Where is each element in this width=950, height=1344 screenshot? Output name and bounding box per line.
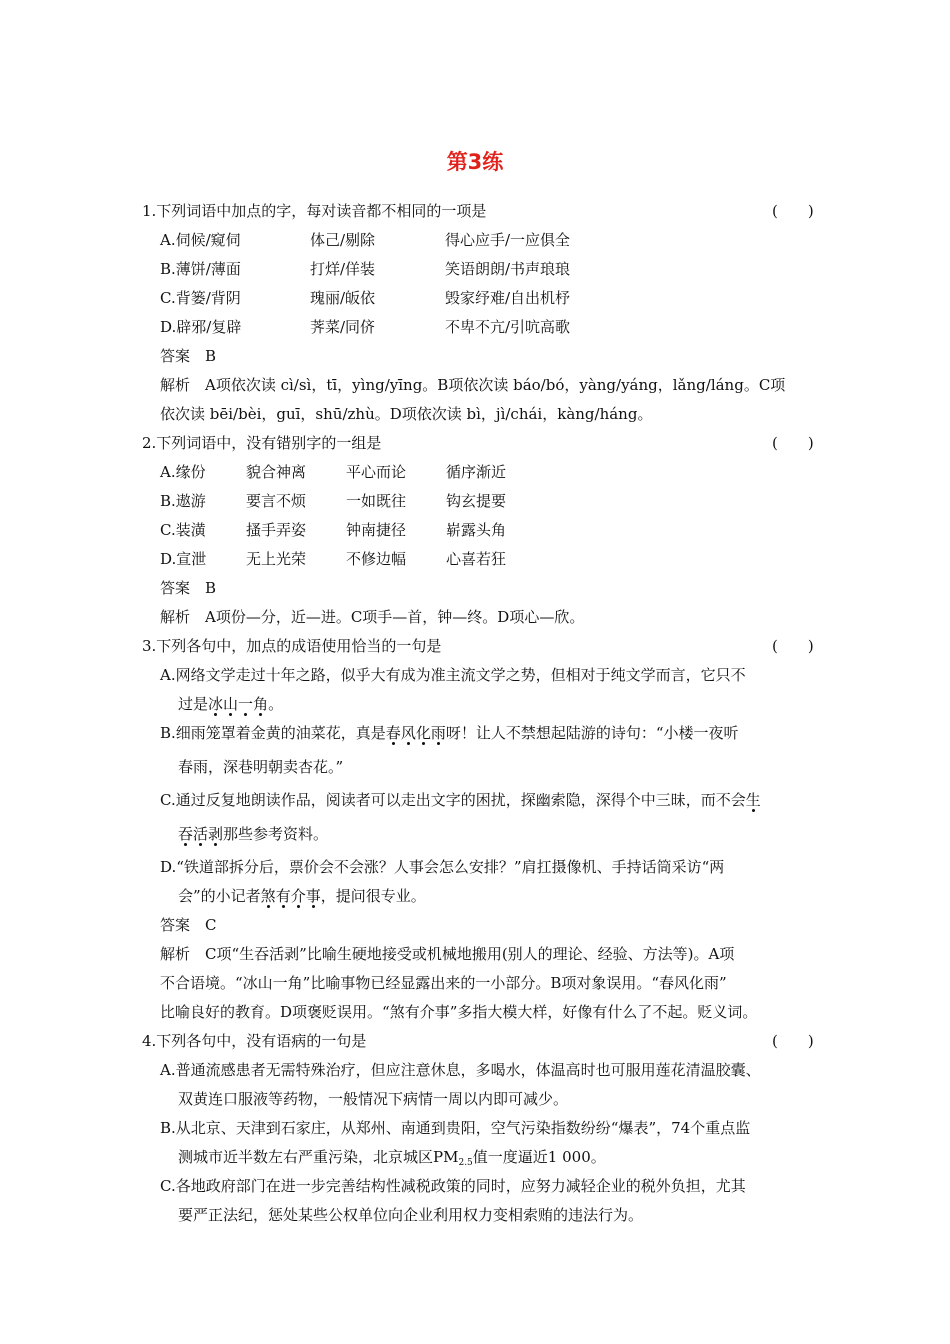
emphasis-dot-char: 春 [385, 724, 401, 742]
emphasis-dot-char: 角 [253, 695, 269, 713]
question-2-option-a: A.缘份 貌合神离 平心而论 循序渐近 [160, 463, 507, 481]
question-3-option-b: B.细雨笼罩着金黄的油菜花，真是春风化雨呀！让人不禁想起陆游的诗句：“小楼一夜听 [160, 724, 739, 742]
question-3-option-a: A.网络文学走过十年之路，似乎大有成为准主流文学之势，但相对于纯文学而言，它只不 [160, 666, 746, 684]
question-1-answer: 答案 B [160, 347, 217, 365]
question-3-analysis-cont: 不合语境。“冰山一角”比喻事物已经显露出来的一小部分。B项对象误用。“春风化雨” [160, 974, 727, 992]
question-4-option-a-cont: 双黄连口服液等药物，一般情况下病情一周以内即可减少。 [178, 1090, 569, 1108]
question-3-option-d: D.“铁道部拆分后，票价会不会涨？人事会怎么安排？”肩扛摄像机、手持话筒采访“两 [160, 858, 725, 876]
question-1-option-c: C.背篓/背阴 瑰丽/皈依 毁家纾难/自出机杼 [160, 289, 571, 307]
emphasis-dot-char: 有 [275, 887, 291, 905]
question-3-option-a-cont: 过是冰山一角。 [178, 695, 284, 713]
question-3-option-b-cont: 春雨，深巷明朝卖杏花。” [178, 758, 344, 776]
question-2-option-c: C.装潢 搔手弄姿 钟南捷径 崭露头角 [160, 521, 507, 539]
question-1-analysis: 解析 A项依次读 cì/sì，tī，yìng/yīng。B项依次读 báo/bó，yàng/yáng，lǎng/láng。C项 [160, 376, 786, 394]
emphasis-dot-char: 生 [745, 791, 761, 809]
dotted-idiom [178, 825, 223, 843]
question-4-option-b-cont: 测城市近半数左右严重污染，北京城区$PM_{2.5}$值一度逼近1 000。 [178, 1148, 606, 1168]
question-3-stem: 3.下列各句中，加点的成语使用恰当的一句是 ( ) [142, 632, 822, 661]
question-1-stem: 1.下列词语中加点的字，每对读音都不相同的一项是 ( ) [142, 197, 822, 226]
emphasis-dot-char: 冰 [208, 695, 224, 713]
question-4-option-b: B.从北京、天津到石家庄，从郑州、南通到贵阳，空气污染指数纷纷“爆表”，74个重点监 [160, 1119, 751, 1137]
question-3-option-c: C.通过反复地朗读作品，阅读者可以走出文字的困扰，探幽索隐，深得个中三昧，而不会生 [160, 791, 761, 809]
question-3-analysis-cont: 比喻良好的教育。D项褒贬误用。“煞有介事”多指大模大样，好像有什么了不起。贬义词。 [160, 1003, 758, 1021]
emphasis-dot-char: 介 [290, 887, 306, 905]
question-4-option-c-cont: 要严正法纪，惩处某些公权单位向企业利用权力变相索贿的违法行为。 [178, 1206, 644, 1224]
question-3-answer: 答案 C [160, 916, 217, 934]
question-4-stem: 4.下列各句中，没有语病的一句是 ( ) [142, 1027, 822, 1056]
emphasis-dot-char: 事 [305, 887, 321, 905]
question-2-option-b: B.遨游 要言不烦 一如既往 钩玄提要 [160, 492, 507, 510]
dotted-idiom [746, 791, 761, 809]
emphasis-dot-char: 吞 [178, 825, 194, 843]
question-2-stem: 2.下列词语中，没有错别字的一组是 ( ) [142, 429, 822, 458]
emphasis-dot-char: 一 [238, 695, 254, 713]
answer-blank: ( ) [772, 1032, 814, 1050]
emphasis-dot-char: 活 [193, 825, 209, 843]
emphasis-dot-char: 山 [223, 695, 239, 713]
question-2-answer: 答案 B [160, 579, 217, 597]
pm-subscript: 2.5 [458, 1158, 473, 1168]
exercise-content [142, 197, 822, 1230]
question-4-option-c: C.各地政府部门在进一步完善结构性减税政策的同时，应努力减轻企业的税外负担，尤其 [160, 1177, 746, 1195]
answer-blank: ( ) [772, 202, 814, 220]
question-3-analysis: 解析 C项“生吞活剥”比喻生硬地接受或机械地搬用(别人的理论、经验、方法等)。A项 [160, 945, 735, 963]
question-1-option-a: A.伺候/窥伺 体己/剔除 得心应手/一应俱全 [160, 231, 571, 249]
question-2-option-d: D.宣泄 无上光荣 不修边幅 心喜若狂 [160, 550, 507, 568]
dotted-idiom [261, 887, 321, 905]
question-1-option-d: D.辟邪/复辟 荠菜/同侪 不卑不亢/引吭高歌 [160, 318, 571, 336]
question-2-analysis: 解析 A项份—分，近—进。C项手—首，钟—终。D项心—欣。 [160, 608, 585, 626]
answer-blank: ( ) [772, 637, 814, 655]
emphasis-dot-char: 剥 [208, 825, 224, 843]
question-3-option-c-cont: 吞活剥那些参考资料。 [178, 825, 329, 843]
dotted-idiom [386, 724, 446, 742]
dotted-idiom [208, 695, 268, 713]
question-1-analysis-cont: 依次读 bēi/bèi，guī，shū/zhù。D项依次读 bì，jì/chái，kàng/háng。 [160, 405, 653, 423]
question-3-option-d-cont: 会”的小记者煞有介事，提问很专业。 [178, 887, 426, 905]
emphasis-dot-char: 雨 [430, 724, 446, 742]
emphasis-dot-char: 风 [400, 724, 416, 742]
emphasis-dot-char: 煞 [260, 887, 276, 905]
emphasis-dot-char: 化 [415, 724, 431, 742]
page-title: 第3练 [446, 150, 504, 174]
question-1-option-b: B.薄饼/薄面 打烊/佯装 笑语朗朗/书声琅琅 [160, 260, 571, 278]
question-4-option-a: A.普通流感患者无需特殊治疗，但应注意休息，多喝水，体温高时也可服用莲花清温胶囊、 [160, 1061, 761, 1079]
answer-blank: ( ) [772, 434, 814, 452]
